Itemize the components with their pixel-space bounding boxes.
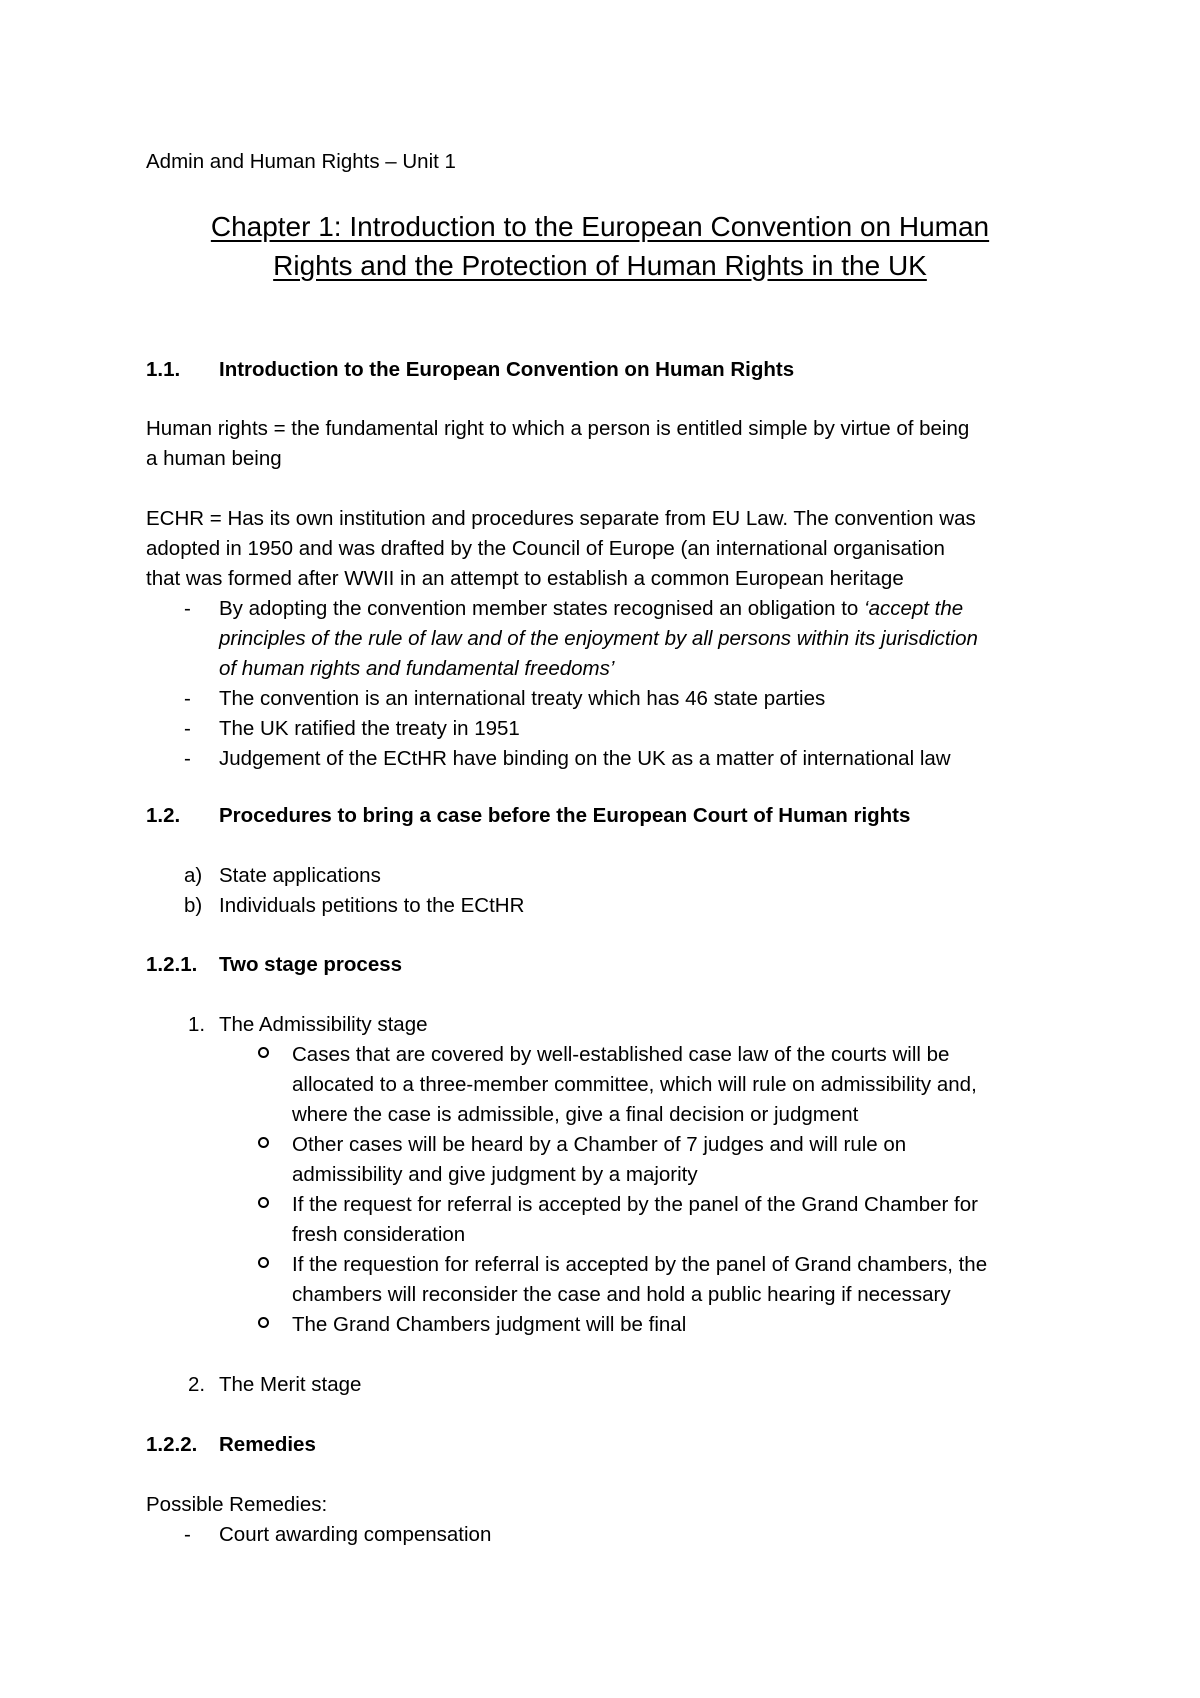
section-heading: Two stage process [219, 953, 403, 976]
circle-bullet-icon [258, 1197, 269, 1208]
bullet-text: The convention is an international treaty which has 46 state parties [219, 687, 826, 710]
sub-bullet-text: admissibility and give judgment by a majority [292, 1163, 698, 1186]
bullet-text: The UK ratified the treaty in 1951 [219, 717, 520, 740]
circle-bullet-icon [258, 1047, 269, 1058]
sub-bullet-text: fresh consideration [292, 1223, 466, 1246]
sub-bullet-text: The Grand Chambers judgment will be final [292, 1313, 687, 1336]
dash-bullet: - [184, 687, 191, 710]
quote-text: of human rights and fundamental freedoms’ [219, 657, 615, 680]
sub-bullet-text: allocated to a three-member committee, which will rule on admissibility and, [292, 1073, 977, 1096]
section-heading: Procedures to bring a case before the European Court of Human rights [219, 804, 911, 827]
list-item: Individuals petitions to the ECtHR [219, 894, 525, 917]
circle-bullet-icon [258, 1137, 269, 1148]
section-number: 1.2.1. [146, 953, 198, 976]
paragraph-text: that was formed after WWII in an attempt to establish a common European heritage [146, 567, 904, 590]
list-marker: 1. [188, 1013, 206, 1036]
document-title: Admin and Human Rights – Unit 1 [146, 150, 456, 173]
section-heading: Remedies [219, 1433, 316, 1456]
paragraph-text: ECHR = Has its own institution and procedures separate from EU Law. The convention was [146, 507, 976, 530]
list-marker: a) [184, 864, 203, 887]
chapter-title-line-1: Chapter 1: Introduction to the European Convention on Human [210, 211, 990, 242]
dash-bullet: - [184, 717, 191, 740]
section-number: 1.2.2. [146, 1433, 198, 1456]
sub-bullet-text: If the requestion for referral is accepted by the panel of Grand chambers, the [292, 1253, 988, 1276]
chapter-title-line-2: Rights and the Protection of Human Rights in the UK [273, 250, 927, 281]
sub-bullet-text: chambers will reconsider the case and hold a public hearing if necessary [292, 1283, 951, 1306]
bullet-text: Judgement of the ECtHR have binding on the UK as a matter of international law [219, 747, 951, 770]
sub-bullet-text: Other cases will be heard by a Chamber of 7 judges and will rule on [292, 1133, 907, 1156]
list-marker: b) [184, 894, 203, 917]
bullet-text [219, 594, 963, 624]
dash-bullet: - [184, 747, 191, 770]
list-marker: 2. [188, 1373, 206, 1396]
list-item: The Merit stage [219, 1373, 362, 1396]
list-item: State applications [219, 864, 381, 887]
sub-bullet-text: If the request for referral is accepted by the panel of the Grand Chamber for [292, 1193, 978, 1216]
quote-text: ‘accept the [864, 597, 964, 620]
paragraph-text: Possible Remedies: [146, 1493, 328, 1516]
list-item: The Admissibility stage [219, 1013, 428, 1036]
circle-bullet-icon [258, 1317, 269, 1328]
bullet-text-normal: By adopting the convention member states recognised an obligation to [219, 597, 865, 620]
circle-bullet-icon [258, 1257, 269, 1268]
section-number: 1.1. [146, 358, 181, 381]
dash-bullet: - [184, 597, 191, 620]
definition-text: a human being [146, 447, 282, 470]
section-heading: Introduction to the European Convention on Human Rights [219, 358, 795, 381]
dash-bullet: - [184, 1523, 191, 1546]
section-number: 1.2. [146, 804, 181, 827]
bullet-text: Court awarding compensation [219, 1523, 492, 1546]
definition-text: Human rights = the fundamental right to which a person is entitled simple by virtue of being [146, 417, 970, 440]
quote-text: principles of the rule of law and of the enjoyment by all persons within its jurisdiction [219, 627, 978, 650]
sub-bullet-text: Cases that are covered by well-established case law of the courts will be [292, 1043, 950, 1066]
paragraph-text: adopted in 1950 and was drafted by the Council of Europe (an international organisation [146, 537, 945, 560]
sub-bullet-text: where the case is admissible, give a final decision or judgment [292, 1103, 859, 1126]
